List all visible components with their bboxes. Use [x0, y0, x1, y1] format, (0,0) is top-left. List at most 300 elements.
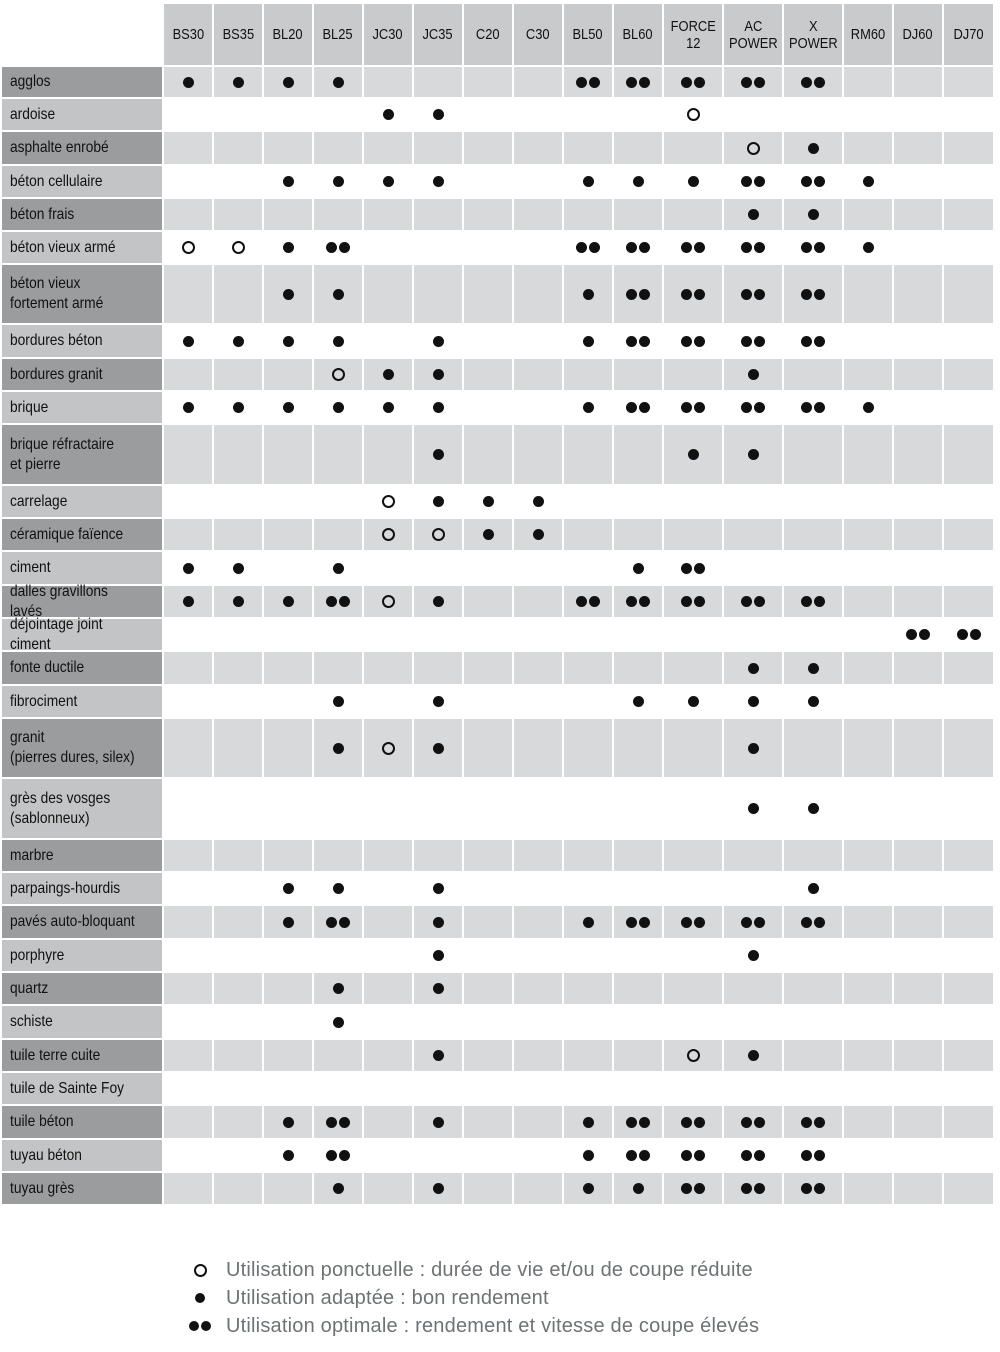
row-label-text: agglos — [10, 73, 51, 90]
table-cell — [364, 325, 412, 357]
table-cell — [264, 1106, 312, 1138]
table-cell — [564, 132, 612, 164]
table-cell — [264, 199, 312, 230]
table-cell — [614, 392, 662, 423]
table-cell — [164, 166, 212, 197]
table-cell — [944, 552, 993, 584]
double-dot-icon — [784, 325, 842, 357]
table-cell — [894, 265, 942, 323]
table-cell — [664, 652, 722, 684]
column-header — [894, 4, 942, 65]
table-cell — [514, 519, 562, 550]
table-cell — [614, 906, 662, 938]
table-cell — [214, 840, 262, 871]
table-cell — [414, 99, 462, 130]
table-cell — [944, 232, 993, 263]
table-cell — [414, 686, 462, 717]
table-cell — [784, 840, 842, 871]
double-dot-icon — [784, 67, 842, 97]
table-cell — [894, 552, 942, 584]
table-cell — [894, 1140, 942, 1171]
table-cell — [784, 1106, 842, 1138]
double-dot-icon — [664, 265, 722, 323]
table-cell — [944, 199, 993, 230]
column-header-label: BL60 — [622, 26, 654, 43]
table-cell — [894, 166, 942, 197]
column-header-label: JC35 — [422, 26, 454, 43]
table-cell — [844, 1006, 892, 1038]
dot-icon — [664, 166, 722, 197]
table-cell — [614, 132, 662, 164]
table-cell — [164, 359, 212, 390]
column-header-label: AC POWER — [728, 17, 778, 52]
table-cell — [564, 265, 612, 323]
table-cell — [464, 652, 512, 684]
table-cell — [414, 1040, 462, 1071]
table-cell — [314, 619, 362, 650]
double-dot-icon — [724, 906, 782, 938]
table-cell — [664, 486, 722, 517]
table-cell — [724, 1106, 782, 1138]
table-cell — [844, 325, 892, 357]
table-cell — [664, 840, 722, 871]
table-cell — [894, 719, 942, 777]
column-header — [314, 4, 362, 65]
table-cell — [614, 779, 662, 838]
table-cell — [214, 973, 262, 1004]
table-cell — [514, 359, 562, 390]
dot-icon — [314, 265, 362, 323]
table-cell — [464, 719, 512, 777]
table-cell — [464, 840, 512, 871]
table-cell — [164, 586, 212, 617]
table-cell — [414, 1106, 462, 1138]
table-cell — [364, 99, 412, 130]
table-cell — [264, 779, 312, 838]
table-cell — [564, 719, 612, 777]
table-cell — [514, 686, 562, 717]
table-cell — [214, 906, 262, 938]
table-cell — [564, 552, 612, 584]
row-label-text: tuyau béton — [10, 1146, 82, 1164]
table-cell — [724, 166, 782, 197]
table-cell — [944, 686, 993, 717]
dot-icon — [314, 166, 362, 197]
column-header-label: DJ60 — [902, 26, 934, 43]
table-cell — [664, 619, 722, 650]
double-dot-icon — [784, 1106, 842, 1138]
table-cell — [414, 199, 462, 230]
table-cell — [894, 973, 942, 1004]
table-cell — [614, 425, 662, 484]
dot-icon — [314, 686, 362, 717]
table-cell — [364, 873, 412, 904]
table-cell — [164, 652, 212, 684]
table-cell — [664, 1073, 722, 1104]
table-cell — [944, 1073, 993, 1104]
dot-icon — [724, 425, 782, 484]
table-cell — [724, 99, 782, 130]
dot-icon — [724, 652, 782, 684]
table-cell — [414, 552, 462, 584]
table-cell — [784, 586, 842, 617]
table-cell — [894, 519, 942, 550]
table-cell — [464, 686, 512, 717]
table-cell — [664, 425, 722, 484]
table-cell — [564, 1140, 612, 1171]
table-cell — [784, 67, 842, 97]
table-cell — [844, 519, 892, 550]
table-cell — [314, 906, 362, 938]
table-cell — [784, 652, 842, 684]
legend-item-adaptee — [184, 1284, 964, 1312]
row-label — [2, 67, 162, 97]
table-cell — [664, 719, 722, 777]
ring-icon — [314, 359, 362, 390]
table-cell — [414, 265, 462, 323]
table-cell — [164, 779, 212, 838]
table-cell — [784, 425, 842, 484]
table-cell — [894, 232, 942, 263]
table-cell — [514, 425, 562, 484]
table-cell — [944, 99, 993, 130]
table-cell — [664, 940, 722, 971]
table-cell — [944, 166, 993, 197]
ring-icon — [164, 232, 212, 263]
table-cell — [364, 719, 412, 777]
row-label — [2, 873, 162, 904]
table-cell — [164, 1173, 212, 1204]
table-cell — [264, 552, 312, 584]
table-cell — [414, 232, 462, 263]
table-cell — [724, 906, 782, 938]
dot-icon — [164, 325, 212, 357]
table-cell — [514, 940, 562, 971]
table-cell — [894, 132, 942, 164]
table-cell — [264, 1073, 312, 1104]
table-cell — [844, 166, 892, 197]
dot-icon — [164, 552, 212, 584]
dot-icon — [414, 486, 462, 517]
table-cell — [844, 232, 892, 263]
table-cell — [464, 1140, 512, 1171]
table-cell — [164, 973, 212, 1004]
table-cell — [314, 425, 362, 484]
row-label — [2, 325, 162, 357]
ring-icon — [364, 586, 412, 617]
double-dot-icon — [784, 586, 842, 617]
row-label — [2, 519, 162, 550]
table-cell — [264, 392, 312, 423]
ring-icon — [724, 132, 782, 164]
row-label-text: brique réfractaire et pierre — [10, 435, 115, 473]
dot-icon — [414, 166, 462, 197]
double-dot-icon — [614, 392, 662, 423]
table-cell — [314, 325, 362, 357]
table-cell — [214, 1173, 262, 1204]
table-cell — [214, 132, 262, 164]
table-cell — [364, 1106, 412, 1138]
dot-icon — [614, 166, 662, 197]
table-cell — [214, 686, 262, 717]
table-cell — [364, 1006, 412, 1038]
double-dot-icon — [724, 232, 782, 263]
row-label — [2, 840, 162, 871]
table-cell — [314, 1006, 362, 1038]
table-cell — [214, 552, 262, 584]
double-dot-icon — [784, 906, 842, 938]
table-cell — [784, 392, 842, 423]
table-cell — [164, 1006, 212, 1038]
table-cell — [614, 973, 662, 1004]
table-cell — [894, 1073, 942, 1104]
double-dot-icon — [784, 232, 842, 263]
table-cell — [564, 586, 612, 617]
table-cell — [164, 325, 212, 357]
ring-icon — [664, 99, 722, 130]
row-label — [2, 686, 162, 717]
double-dot-icon — [724, 586, 782, 617]
dot-icon — [724, 686, 782, 717]
table-cell — [264, 1173, 312, 1204]
table-cell — [514, 1173, 562, 1204]
table-cell — [784, 1073, 842, 1104]
column-header — [364, 4, 412, 65]
double-dot-icon — [724, 1173, 782, 1204]
table-cell — [614, 652, 662, 684]
table-cell — [894, 840, 942, 871]
table-cell — [784, 1140, 842, 1171]
row-label — [2, 1106, 162, 1138]
double-dot-icon — [724, 1106, 782, 1138]
table-cell — [464, 166, 512, 197]
table-cell — [894, 586, 942, 617]
double-dot-icon — [314, 232, 362, 263]
dot-icon — [264, 586, 312, 617]
table-cell — [514, 719, 562, 777]
table-cell — [614, 840, 662, 871]
table-cell — [614, 325, 662, 357]
table-cell — [364, 1173, 412, 1204]
dot-icon — [414, 873, 462, 904]
table-cell — [944, 325, 993, 357]
table-cell — [724, 132, 782, 164]
table-cell — [164, 519, 212, 550]
row-label-text: béton vieux fortement armé — [10, 275, 104, 312]
table-cell — [214, 1040, 262, 1071]
table-cell — [414, 1006, 462, 1038]
dot-icon — [414, 425, 462, 484]
table-cell — [164, 719, 212, 777]
dot-icon — [364, 359, 412, 390]
double-dot-icon — [614, 265, 662, 323]
row-label-text: bordures béton — [10, 332, 103, 349]
table-cell — [364, 906, 412, 938]
double-dot-icon — [184, 1312, 216, 1340]
table-cell — [214, 519, 262, 550]
table-cell — [944, 392, 993, 423]
column-header-label: C20 — [476, 26, 500, 43]
row-label-text: grès des vosges (sablonneux) — [10, 789, 111, 827]
table-cell — [214, 425, 262, 484]
double-dot-icon — [784, 1173, 842, 1204]
table-cell — [414, 873, 462, 904]
table-cell — [464, 906, 512, 938]
table-cell — [264, 719, 312, 777]
table-cell — [264, 132, 312, 164]
double-dot-icon — [784, 1140, 842, 1171]
table-cell — [784, 1040, 842, 1071]
table-cell — [214, 1140, 262, 1171]
column-header-label: BL25 — [322, 26, 354, 43]
table-cell — [364, 940, 412, 971]
table-cell — [724, 1040, 782, 1071]
table-cell — [614, 166, 662, 197]
table-cell — [464, 1106, 512, 1138]
double-dot-icon — [784, 166, 842, 197]
table-cell — [844, 652, 892, 684]
table-cell — [514, 973, 562, 1004]
table-cell — [664, 166, 722, 197]
table-cell — [364, 552, 412, 584]
dot-icon — [844, 392, 892, 423]
table-cell — [844, 552, 892, 584]
table-cell — [314, 486, 362, 517]
dot-icon — [164, 392, 212, 423]
row-label-text: béton vieux armé — [10, 238, 116, 256]
ring-icon — [364, 519, 412, 550]
table-cell — [614, 719, 662, 777]
table-cell — [364, 486, 412, 517]
dot-icon — [564, 1106, 612, 1138]
table-cell — [264, 359, 312, 390]
table-cell — [614, 67, 662, 97]
ring-icon — [364, 486, 412, 517]
table-cell — [264, 325, 312, 357]
table-cell — [614, 1006, 662, 1038]
table-cell — [364, 840, 412, 871]
dot-icon — [414, 973, 462, 1004]
double-dot-icon — [314, 586, 362, 617]
table-cell — [364, 619, 412, 650]
table-cell — [844, 132, 892, 164]
dot-icon — [314, 67, 362, 97]
table-cell — [944, 873, 993, 904]
table-cell — [164, 425, 212, 484]
table-cell — [164, 1073, 212, 1104]
double-dot-icon — [724, 392, 782, 423]
ring-icon — [664, 1040, 722, 1071]
table-cell — [314, 67, 362, 97]
table-cell — [414, 359, 462, 390]
table-cell — [664, 1140, 722, 1171]
table-cell — [784, 719, 842, 777]
table-cell — [164, 873, 212, 904]
dot-icon — [464, 486, 512, 517]
table-cell — [464, 132, 512, 164]
table-cell — [614, 1073, 662, 1104]
table-cell — [514, 840, 562, 871]
table-cell — [264, 1006, 312, 1038]
table-cell — [894, 99, 942, 130]
table-cell — [414, 519, 462, 550]
table-cell — [614, 99, 662, 130]
table-cell — [784, 552, 842, 584]
dot-icon — [414, 1040, 462, 1071]
table-cell — [264, 1040, 312, 1071]
table-cell — [564, 840, 612, 871]
table-cell — [514, 1106, 562, 1138]
table-cell — [664, 1106, 722, 1138]
table-cell — [564, 686, 612, 717]
table-cell — [514, 1006, 562, 1038]
double-dot-icon — [314, 906, 362, 938]
table-cell — [514, 652, 562, 684]
dot-icon — [564, 265, 612, 323]
table-cell — [664, 132, 722, 164]
table-cell — [264, 486, 312, 517]
table-cell — [614, 199, 662, 230]
table-cell — [894, 486, 942, 517]
table-cell — [314, 132, 362, 164]
double-dot-icon — [614, 1140, 662, 1171]
table-cell — [514, 232, 562, 263]
table-cell — [514, 1040, 562, 1071]
table-cell — [724, 552, 782, 584]
table-cell — [944, 1173, 993, 1204]
row-label-text: pavés auto-bloquant — [10, 913, 135, 930]
table-cell — [784, 166, 842, 197]
table-cell — [514, 199, 562, 230]
table-cell — [664, 392, 722, 423]
double-dot-icon — [314, 1140, 362, 1171]
table-cell — [784, 686, 842, 717]
table-cell — [164, 1106, 212, 1138]
table-cell — [844, 1106, 892, 1138]
dot-icon — [364, 99, 412, 130]
table-cell — [844, 1073, 892, 1104]
table-cell — [784, 940, 842, 971]
table-cell — [564, 99, 612, 130]
dot-icon — [844, 166, 892, 197]
dot-icon — [414, 1173, 462, 1204]
table-cell — [844, 359, 892, 390]
table-cell — [214, 1073, 262, 1104]
table-cell — [414, 1073, 462, 1104]
table-cell — [264, 652, 312, 684]
table-cell — [564, 199, 612, 230]
table-cell — [314, 779, 362, 838]
table-cell — [214, 779, 262, 838]
table-cell — [464, 973, 512, 1004]
table-cell — [784, 519, 842, 550]
table-cell — [844, 779, 892, 838]
dot-icon — [564, 1173, 612, 1204]
column-header — [564, 4, 612, 65]
table-cell — [414, 486, 462, 517]
dot-icon — [414, 359, 462, 390]
table-cell — [944, 906, 993, 938]
table-cell — [944, 132, 993, 164]
table-cell — [414, 840, 462, 871]
table-cell — [214, 1106, 262, 1138]
table-cell — [784, 779, 842, 838]
table-cell — [944, 359, 993, 390]
table-cell — [464, 1040, 512, 1071]
row-label-text: fibrociment — [10, 692, 78, 710]
table-cell — [944, 619, 993, 650]
table-cell — [364, 1140, 412, 1171]
